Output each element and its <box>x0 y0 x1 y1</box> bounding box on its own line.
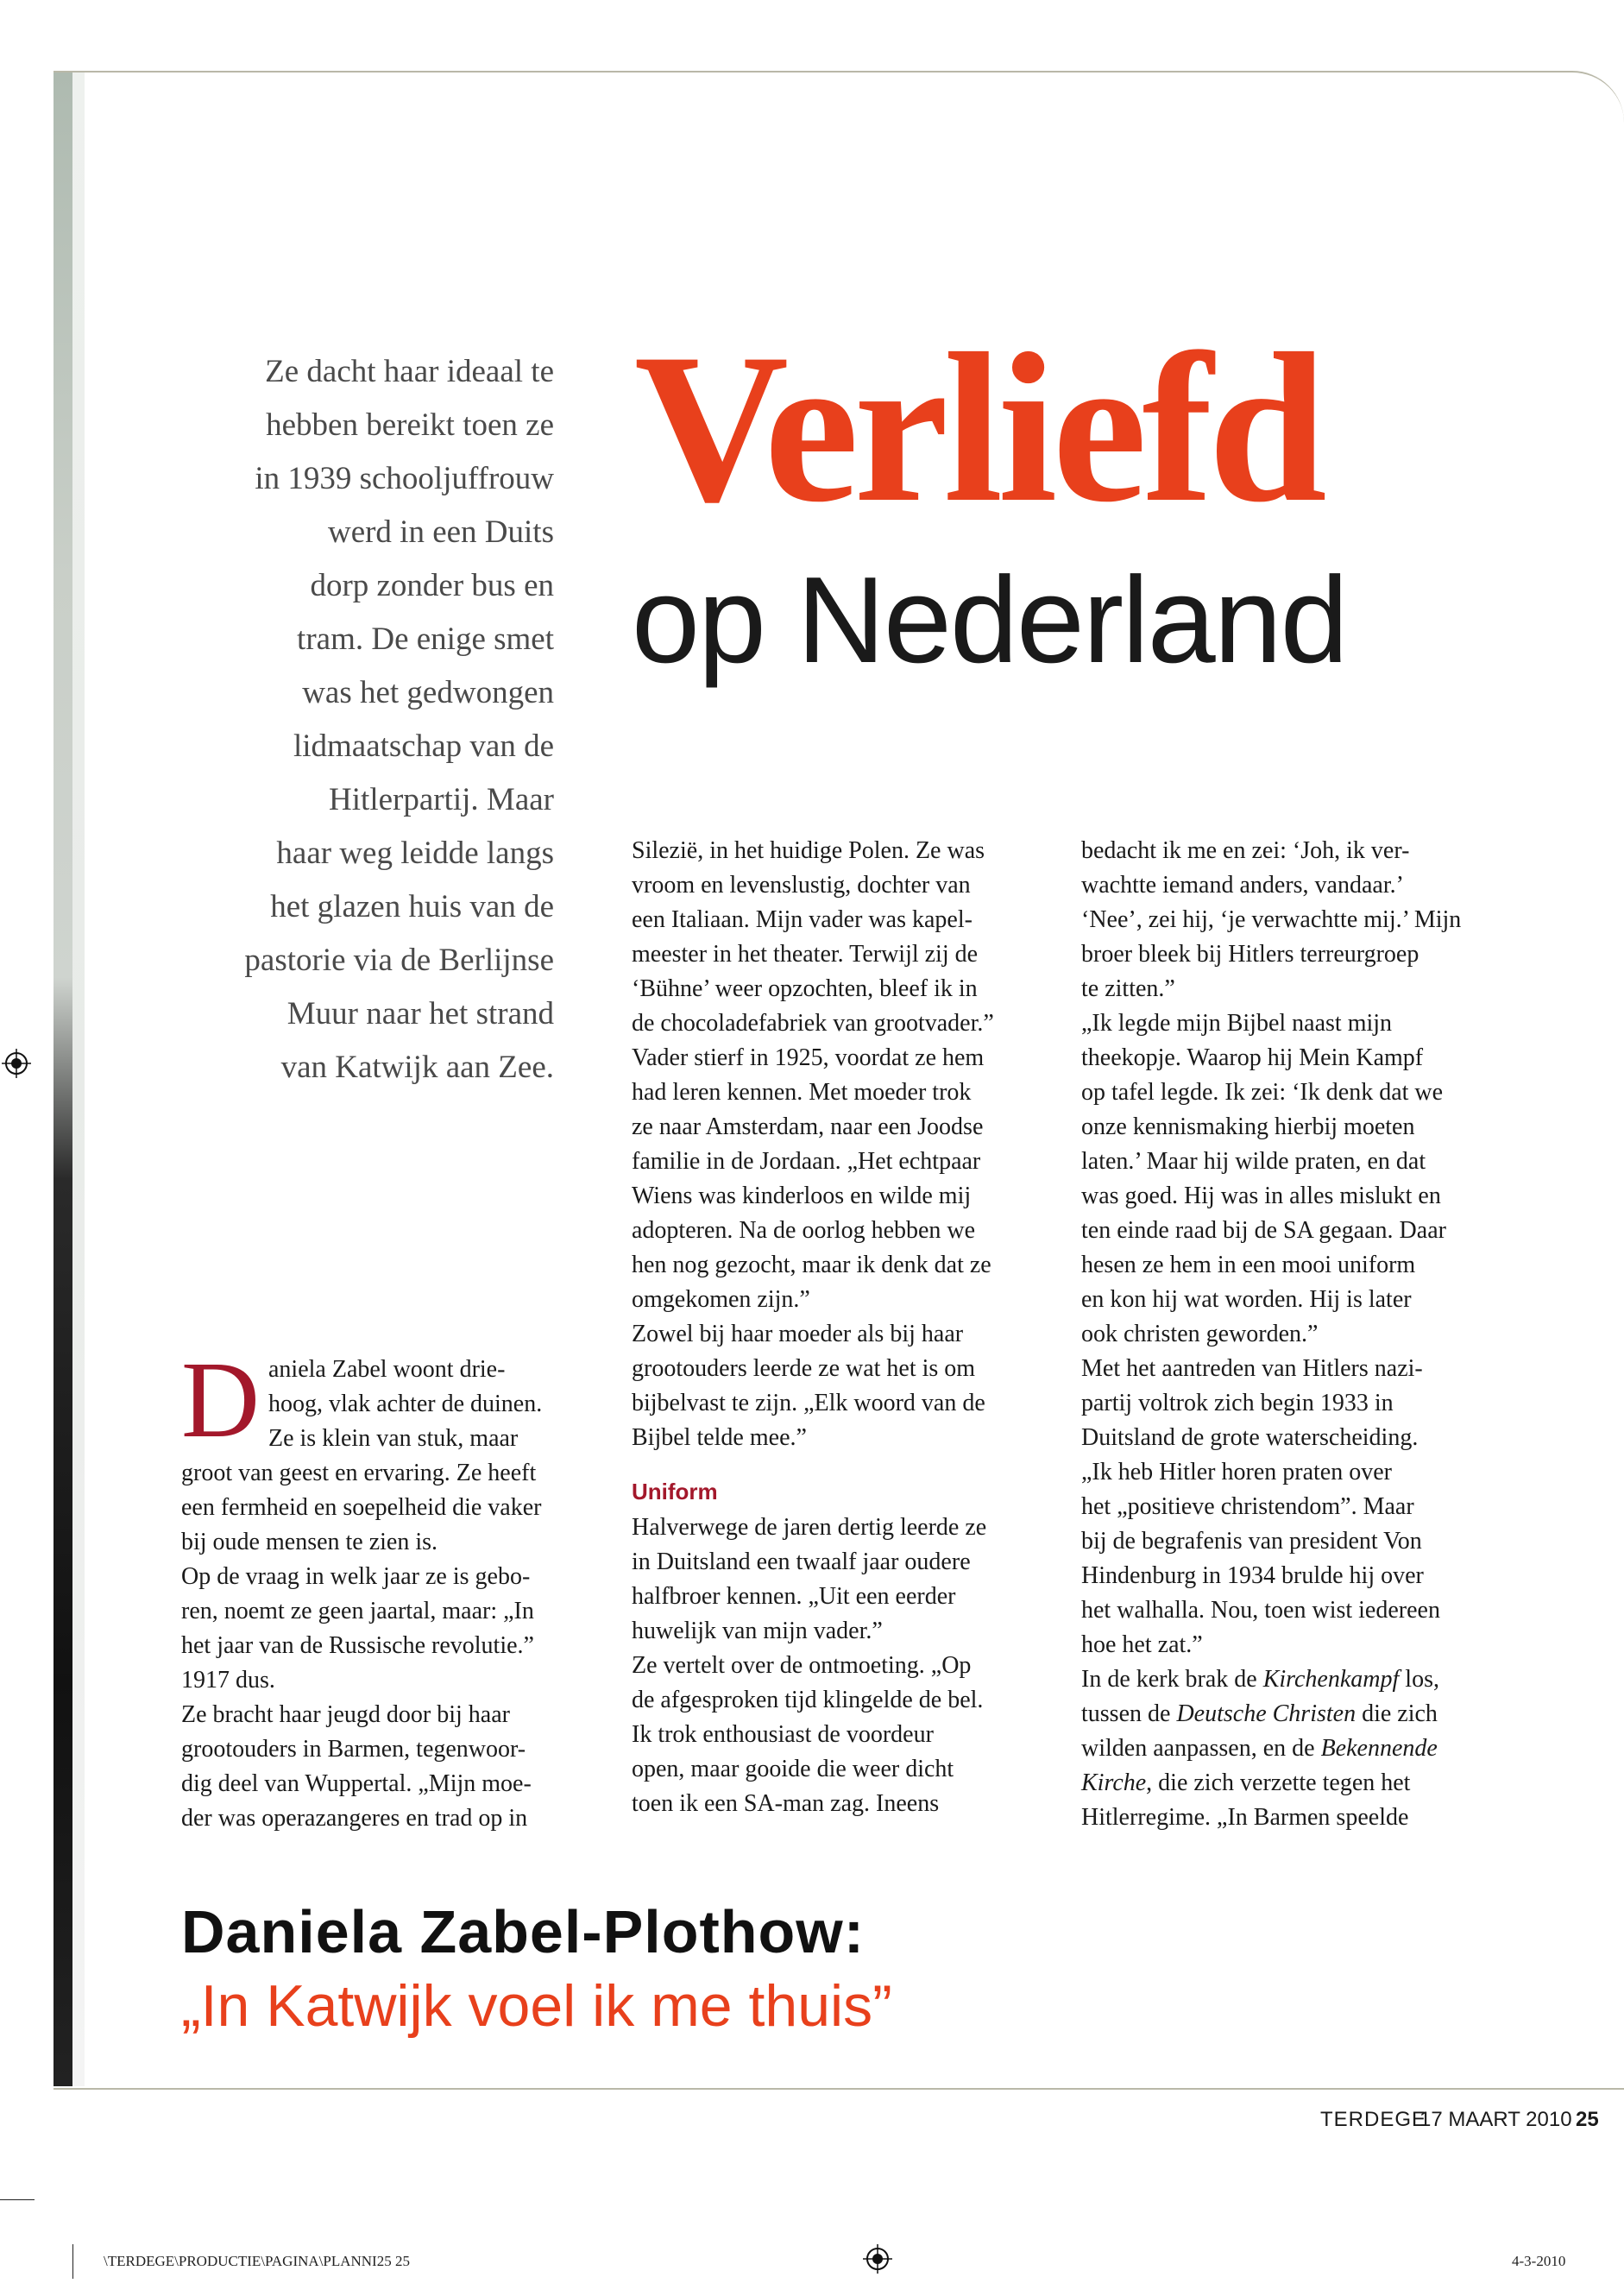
article-subtitle: op Nederland <box>632 552 1347 689</box>
body-line: Ze vertelt over de ontmoeting. „Op <box>632 1652 972 1679</box>
body-line <box>1081 1731 1506 1766</box>
text-run: wilden aanpassen, en de <box>1081 1735 1321 1762</box>
pull-quote: „In Katwijk voel ik me thuis” <box>181 1973 892 2039</box>
italic-term: Kirche <box>1081 1769 1147 1796</box>
intro-line: in 1939 schooljuffrouw <box>255 461 554 496</box>
body-line: Halverwege de jaren dertig leerde ze <box>632 1514 987 1541</box>
body-line: ze naar Amsterdam, naar een Joodse <box>632 1113 984 1140</box>
body-line: bij oude mensen te zien is. <box>181 1529 438 1555</box>
body-line: Bijbel telde mee.” <box>632 1424 807 1451</box>
body-line: ook christen geworden.” <box>1081 1321 1319 1347</box>
body-line: de chocoladefabriek van grootvader.” <box>632 1010 994 1037</box>
body-line: het „positieve christendom”. Maar <box>1081 1493 1414 1520</box>
body-column-3 <box>1081 834 1506 1835</box>
body-line: Zowel bij haar moeder als bij haar <box>632 1321 964 1347</box>
body-line: de afgesproken tijd klingelde de bel. <box>632 1687 984 1713</box>
intro-line: Muur naar het strand <box>286 996 554 1031</box>
body-line: aniela Zabel woont drie- <box>268 1356 506 1383</box>
body-line: Duitsland de grote waterscheiding. <box>1081 1424 1419 1451</box>
body-line: groot van geest en ervaring. Ze heeft <box>181 1460 537 1486</box>
body-line: meester in het theater. Terwijl zij de <box>632 941 979 968</box>
body-line: ‘Bühne’ weer opzochten, bleef ik in <box>632 975 978 1002</box>
body-line: bijbelvast te zijn. „Elk woord van de <box>632 1390 985 1416</box>
body-line: grootouders in Barmen, tegenwoor- <box>181 1736 526 1763</box>
intro-line: haar weg leidde langs <box>276 836 554 871</box>
trim-mark <box>0 2199 35 2200</box>
intro-line: hebben bereikt toen ze <box>266 407 554 443</box>
body-line: het jaar van de Russische revolutie.” <box>181 1632 534 1659</box>
body-line: vroom en levenslustig, dochter van <box>632 872 971 899</box>
italic-term: Deutsche Christen <box>1176 1700 1356 1727</box>
text-run: die zich <box>1356 1700 1438 1727</box>
body-line: op tafel legde. Ik zei: ‘Ik denk dat we <box>1081 1079 1444 1106</box>
registration-mark-icon <box>2 1049 31 1078</box>
body-line: laten.’ Maar hij wilde praten, en dat <box>1081 1148 1426 1175</box>
body-line <box>1081 1662 1506 1697</box>
body-line: adopteren. Na de oorlog hebben we <box>632 1217 976 1244</box>
text-run: tussen de <box>1081 1700 1177 1727</box>
body-line <box>1081 1766 1506 1801</box>
intro-line: pastorie via de Berlijnse <box>244 943 554 978</box>
article-title: Verliefd <box>634 309 1322 546</box>
intro-line: Hitlerpartij. Maar <box>329 782 554 817</box>
body-line: halfbroer kennen. „Uit een eerder <box>632 1583 956 1610</box>
body-line: dig deel van Wuppertal. „Mijn moe- <box>181 1770 532 1797</box>
body-line: bedacht ik me en zei: ‘Joh, ik ver- <box>1081 837 1410 864</box>
intro-line: werd in een Duits <box>327 514 554 550</box>
body-line: open, maar gooide die weer dicht <box>632 1756 954 1782</box>
intro-line: tram. De enige smet <box>297 621 554 657</box>
text-run: In de kerk brak de <box>1081 1666 1263 1693</box>
intro-line: het glazen huis van de <box>270 889 554 924</box>
body-line: „Ik legde mijn Bijbel naast mijn <box>1081 1010 1393 1037</box>
body-line: in Duitsland een twaalf jaar oudere <box>632 1549 971 1575</box>
body-line: der was operazangeres en trad op in <box>181 1805 528 1832</box>
body-line: had leren kennen. Met moeder trok <box>632 1079 972 1106</box>
body-line: „Ik heb Hitler horen praten over <box>1081 1459 1392 1485</box>
body-line: ren, noemt ze geen jaartal, maar: „In <box>181 1598 534 1624</box>
body-line: onze kennismaking hierbij moeten <box>1081 1113 1415 1140</box>
body-line: hen nog gezocht, maar ik denk dat ze <box>632 1252 991 1278</box>
body-line: Hindenburg in 1934 brulde hij over <box>1081 1562 1424 1589</box>
trim-mark <box>72 2244 73 2279</box>
body-line: ‘Nee’, zei hij, ‘je verwachtte mij.’ Mijn <box>1081 906 1462 933</box>
body-line: wachtte iemand anders, vandaar.’ <box>1081 872 1404 899</box>
body-line: theekopje. Waarop hij Mein Kampf <box>1081 1044 1424 1071</box>
magazine-name: TERDEGE <box>1320 2108 1427 2131</box>
body-line: familie in de Jordaan. „Het echtpaar <box>632 1148 981 1175</box>
body-line: grootouders leerde ze wat het is om <box>632 1355 976 1382</box>
drop-cap: D <box>181 1340 260 1460</box>
print-slug-date: 4-3-2010 <box>1512 2253 1566 2269</box>
intro-text <box>181 345 554 1094</box>
italic-term: Bekennende <box>1320 1735 1438 1762</box>
interviewee-name: Daniela Zabel-Plothow: <box>181 1898 866 1965</box>
body-line: toen ik een SA-man zag. Ineens <box>632 1790 940 1817</box>
body-line: hoe het zat.” <box>1081 1631 1203 1658</box>
body-line: omgekomen zijn.” <box>632 1286 810 1313</box>
body-line: was goed. Hij was in alles mislukt en <box>1081 1183 1441 1209</box>
body-line: Wiens was kinderloos en wilde mij <box>632 1183 972 1209</box>
text-run: , die zich verzette tegen het <box>1146 1769 1411 1796</box>
body-line: Ze is klein van stuk, maar <box>268 1425 519 1452</box>
italic-term: Kirchenkampf <box>1262 1666 1400 1693</box>
body-line: Vader stierf in 1925, voordat ze hem <box>632 1044 985 1071</box>
issue-date: 17 MAART 2010 <box>1419 2108 1572 2131</box>
body-line: Met het aantreden van Hitlers nazi- <box>1081 1355 1423 1382</box>
intro-line: dorp zonder bus en <box>310 568 554 603</box>
body-line: partij voltrok zich begin 1933 in <box>1081 1390 1394 1416</box>
body-line: Hitlerregime. „In Barmen speelde <box>1081 1804 1409 1831</box>
print-slug-path: \TERDEGE\PRODUCTIE\PAGINA\PLANNI25 25 <box>104 2253 410 2269</box>
body-line <box>1081 1697 1506 1731</box>
intro-line: lidmaatschap van de <box>293 729 554 764</box>
body-line: bij de begrafenis van president Von <box>1081 1528 1422 1555</box>
body-line: huwelijk van mijn vader.” <box>632 1618 883 1644</box>
body-line: broer bleek bij Hitlers terreurgroep <box>1081 941 1419 968</box>
registration-mark-icon <box>863 2244 892 2274</box>
intro-line: was het gedwongen <box>302 675 554 710</box>
body-line: Ik trok enthousiast de voordeur <box>632 1721 934 1748</box>
body-column-1 <box>181 1340 601 1836</box>
body-line: het walhalla. Nou, toen wist iedereen <box>1081 1597 1440 1624</box>
body-column-2 <box>632 834 1056 1821</box>
text-run: los, <box>1399 1666 1439 1693</box>
body-line: Ze bracht haar jeugd door bij haar <box>181 1701 510 1728</box>
body-line: een fermheid en soepelheid die vaker <box>181 1494 542 1521</box>
body-line: Op de vraag in welk jaar ze is gebo- <box>181 1563 531 1590</box>
intro-line: van Katwijk aan Zee. <box>280 1050 554 1085</box>
body-line: te zitten.” <box>1081 975 1175 1002</box>
body-line: ten einde raad bij de SA gegaan. Daar <box>1081 1217 1446 1244</box>
body-line: hoog, vlak achter de duinen. <box>268 1391 543 1417</box>
section-subhead: Uniform <box>632 1479 718 1504</box>
body-line: een Italiaan. Mijn vader was kapel- <box>632 906 973 933</box>
body-line: Silezië, in het huidige Polen. Ze was <box>632 837 985 864</box>
page-number: 25 <box>1576 2108 1599 2131</box>
intro-line: Ze dacht haar ideaal te <box>265 354 554 389</box>
body-line: en kon hij wat worden. Hij is later <box>1081 1286 1412 1313</box>
body-line: hesen ze hem in een mooi uniform <box>1081 1252 1416 1278</box>
body-line: 1917 dus. <box>181 1667 275 1694</box>
